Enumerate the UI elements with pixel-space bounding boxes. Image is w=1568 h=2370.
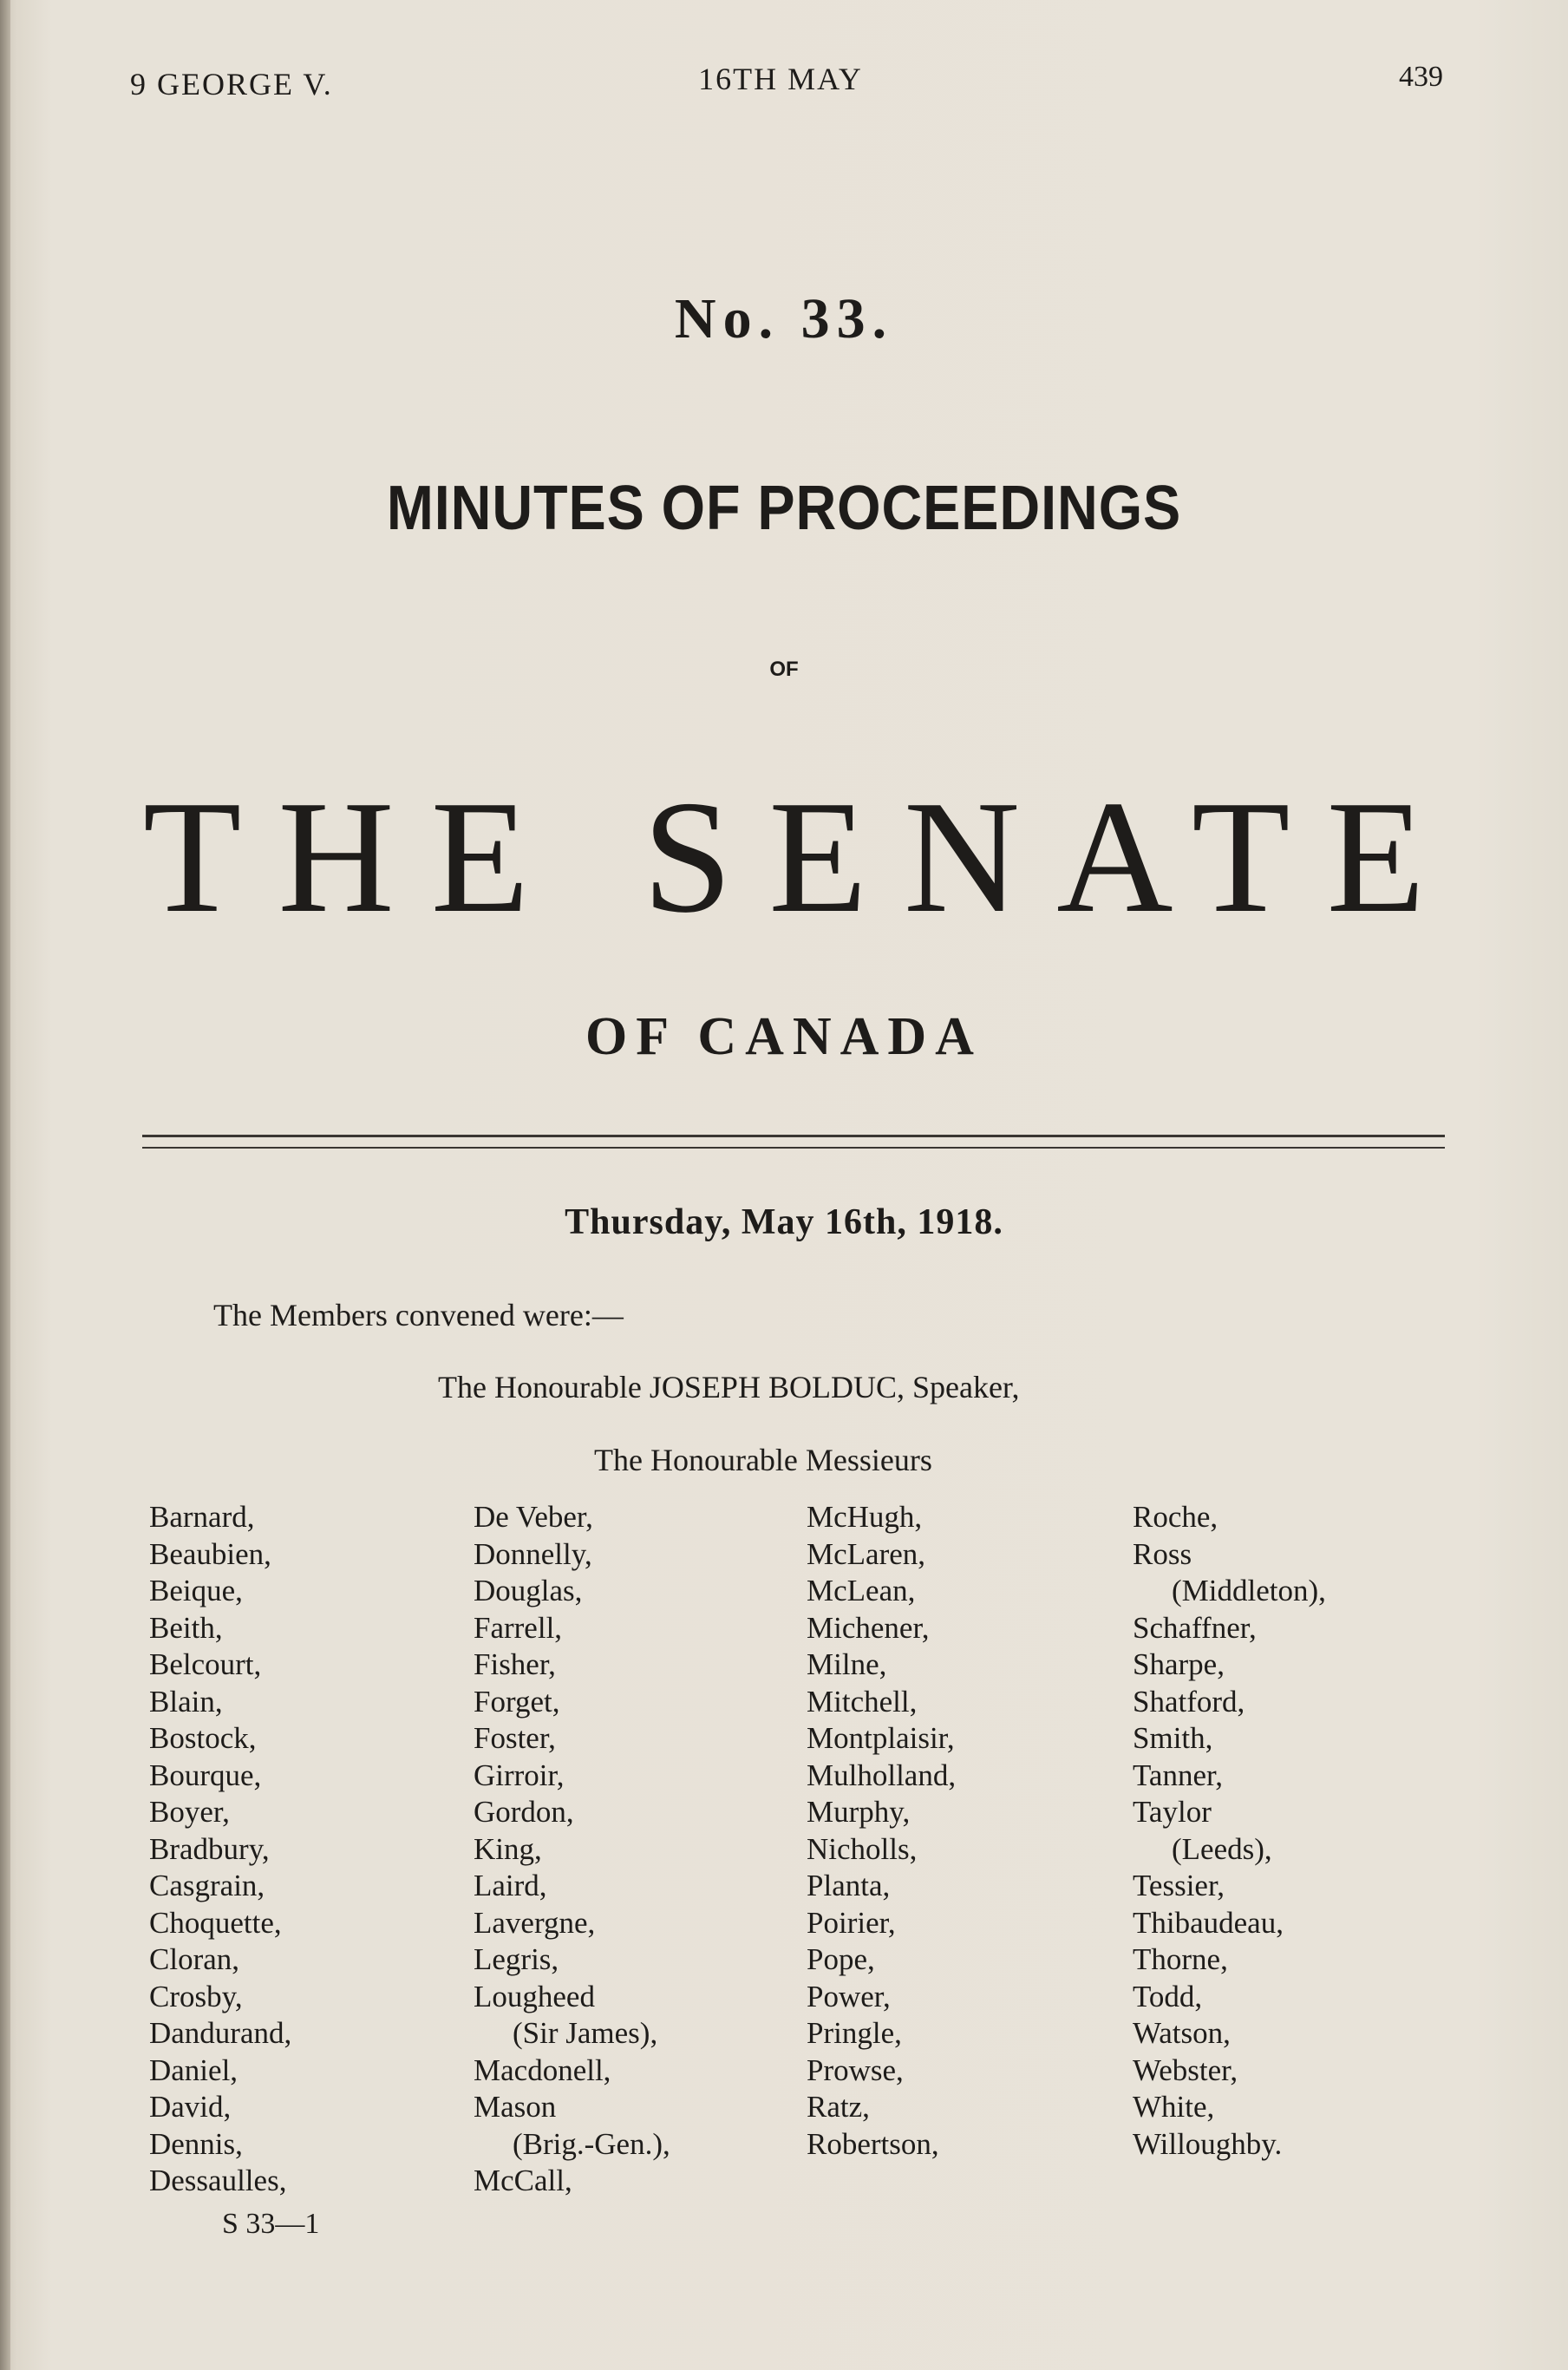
member-name: Daniel, [149, 2052, 238, 2087]
member-name: Laird, [474, 1869, 547, 1902]
members-column-2 [474, 1499, 670, 2200]
member-name: David, [149, 2090, 232, 2124]
minutes-heading: MINUTES OF PROCEEDINGS [386, 474, 1182, 543]
member-name: Pope, [807, 1942, 875, 1976]
member-name: Tanner, [1133, 1758, 1224, 1792]
member-name: Poirier, [807, 1905, 896, 1940]
sitting-date: Thursday, May 16th, 1918. [565, 1202, 1003, 1242]
issue-number: No. 33. [674, 287, 894, 350]
member-name: McLaren, [807, 1536, 926, 1571]
member-name: Smith, [1133, 1721, 1213, 1755]
member-name: Robertson, [807, 2126, 939, 2161]
member-name: Lougheed [474, 1979, 595, 2013]
member-name: McCall, [474, 2164, 572, 2197]
member-name: McLean, [807, 1574, 916, 1607]
members-column-3 [807, 1499, 956, 2163]
senate-title: THE SENATE [142, 768, 1462, 946]
header-date: 16TH MAY [698, 62, 863, 96]
member-name: Bostock, [149, 1721, 257, 1755]
member-name: Prowse, [807, 2052, 904, 2087]
member-name: Murphy, [807, 1795, 911, 1829]
member-name: Thibaudeau, [1133, 1905, 1284, 1940]
member-name: Belcourt, [149, 1647, 262, 1681]
member-name: Douglas, [474, 1574, 583, 1607]
member-name: Bourque, [149, 1758, 262, 1792]
member-name: Mulholland, [807, 1758, 957, 1792]
member-name: Ratz, [807, 2090, 870, 2124]
member-name: Beaubien, [149, 1536, 271, 1571]
speaker-line: The Honourable JOSEPH BOLDUC, Speaker, [438, 1370, 1020, 1404]
member-name: Gordon, [474, 1795, 574, 1829]
member-name: Casgrain, [149, 1869, 265, 1902]
member-name: Girroir, [474, 1758, 565, 1792]
member-name: Forget, [474, 1684, 560, 1719]
member-name: Dandurand, [149, 2016, 292, 2050]
page-number: 439 [1399, 61, 1443, 93]
member-name: White, [1133, 2090, 1215, 2124]
member-name: (Sir James), [513, 2016, 658, 2050]
member-name: Thorne, [1133, 1942, 1228, 1976]
member-name: Sharpe, [1133, 1647, 1225, 1681]
member-name: Farrell, [474, 1610, 563, 1645]
member-name: Taylor [1133, 1795, 1212, 1829]
member-name: Watson, [1133, 2016, 1231, 2050]
member-name: De Veber, [474, 1500, 593, 1534]
member-name: (Brig.-Gen.), [513, 2126, 670, 2161]
signature-mark: S 33—1 [222, 2208, 320, 2240]
member-name: Beique, [149, 1574, 243, 1607]
member-name: Donnelly, [474, 1536, 592, 1571]
member-name: Legris, [474, 1942, 559, 1976]
member-name: Crosby, [149, 1979, 243, 2013]
member-name: Power, [807, 1979, 891, 2013]
member-name: Choquette, [149, 1905, 282, 1940]
member-name: Macdonell, [474, 2052, 611, 2087]
member-name: Cloran, [149, 1942, 240, 1976]
member-name: Milne, [807, 1647, 887, 1681]
member-name: Nicholls, [807, 1831, 918, 1866]
messieurs-line: The Honourable Messieurs [594, 1443, 932, 1477]
member-name: Barnard, [149, 1500, 255, 1534]
member-name: Montplaisir, [807, 1721, 955, 1755]
of-canada-subtitle: OF CANADA [585, 1007, 983, 1066]
member-name: Beith, [149, 1610, 223, 1645]
member-name: Ross [1133, 1536, 1192, 1571]
member-name: Roche, [1133, 1500, 1218, 1534]
member-name: (Middleton), [1172, 1574, 1326, 1607]
member-name: Willoughby. [1133, 2126, 1283, 2161]
double-rule-bottom [142, 1147, 1445, 1149]
member-name: Lavergne, [474, 1905, 596, 1940]
member-name: Michener, [807, 1610, 930, 1645]
member-name: King, [474, 1831, 542, 1866]
member-name: (Leeds), [1172, 1831, 1272, 1866]
member-name: Blain, [149, 1684, 223, 1719]
member-name: Foster, [474, 1721, 556, 1755]
member-name: Boyer, [149, 1795, 230, 1829]
member-name: Planta, [807, 1869, 891, 1902]
members-column-4 [1133, 1499, 1326, 2163]
member-name: Dennis, [149, 2126, 243, 2161]
member-name: Dessaulles, [149, 2164, 287, 2197]
member-name: McHugh, [807, 1500, 923, 1534]
member-name: Schaffner, [1133, 1610, 1257, 1645]
members-column-1 [149, 1499, 291, 2200]
header-regnal-year: 9 GEORGE V. [130, 67, 333, 101]
member-name: Webster, [1133, 2052, 1238, 2087]
member-name: Mason [474, 2090, 557, 2124]
member-name: Todd, [1133, 1979, 1203, 2013]
member-name: Pringle, [807, 2016, 902, 2050]
members-convened-line: The Members convened were:— [213, 1298, 624, 1332]
of-connector: OF [769, 658, 799, 681]
member-name: Mitchell, [807, 1684, 918, 1719]
member-name: Shatford, [1133, 1684, 1245, 1719]
member-name: Bradbury, [149, 1831, 270, 1866]
member-name: Fisher, [474, 1647, 556, 1681]
member-name: Tessier, [1133, 1869, 1225, 1902]
double-rule-top [142, 1135, 1445, 1137]
book-spine-edge [0, 0, 10, 2370]
